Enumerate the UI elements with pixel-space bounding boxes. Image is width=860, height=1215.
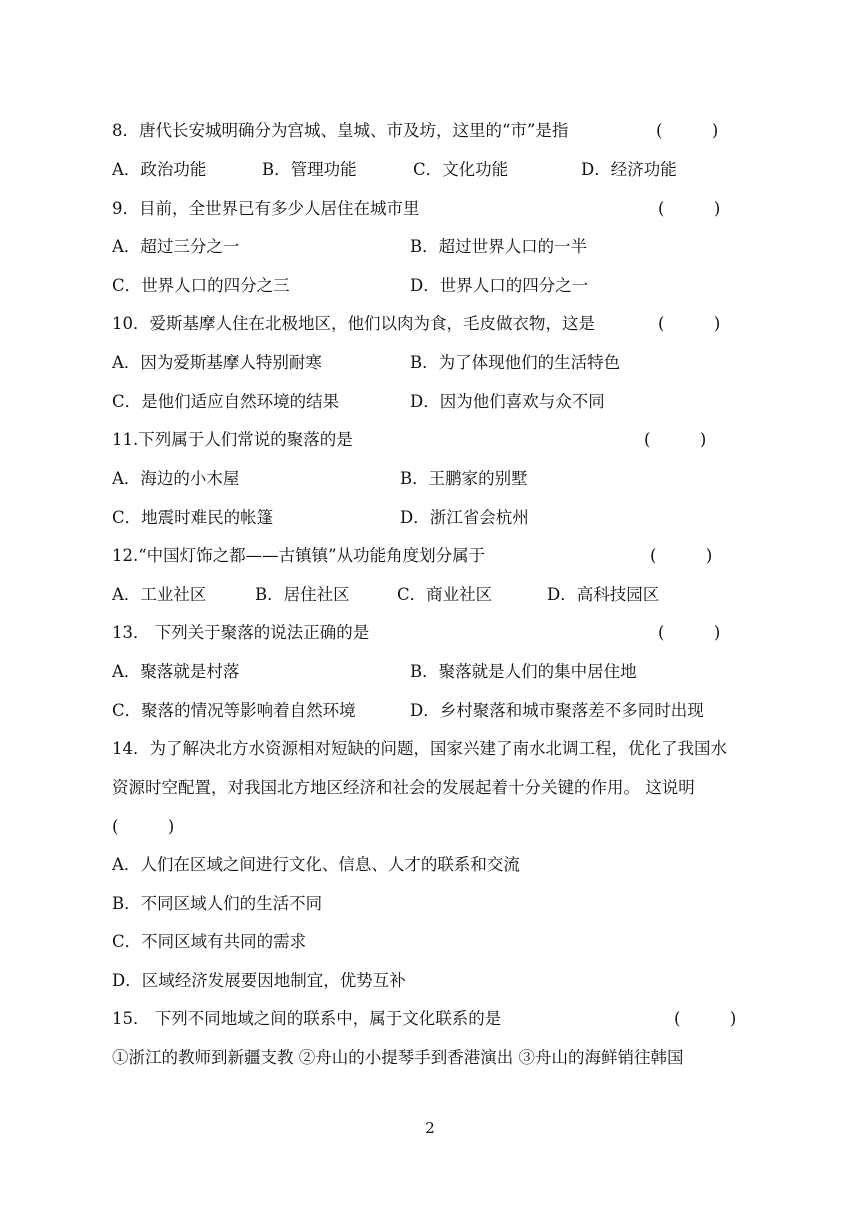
question-15-stem: 15． 下列不同地域之间的联系中，属于文化联系的是 — [112, 1009, 502, 1028]
question-10-answer-paren: ( ) — [658, 314, 721, 333]
question-12-option-d: D．高科技园区 — [547, 585, 660, 604]
question-14-option-c: C．不同区域有共同的需求 — [112, 932, 307, 951]
question-12-option-c: C．商业社区 — [397, 585, 493, 604]
page-number: 2 — [425, 1119, 435, 1137]
question-12-stem: 12.“中国灯饰之都——古镇镇”从功能角度划分属于 — [112, 546, 486, 565]
question-13-answer-paren: ( ) — [658, 623, 721, 642]
question-11-option-d: D．浙江省会杭州 — [400, 508, 529, 527]
question-10-option-c: C．是他们适应自然环境的结果 — [112, 392, 340, 411]
question-12-answer-paren: ( ) — [650, 546, 713, 565]
question-8-option-a: A．政治功能 — [112, 160, 207, 179]
question-9-stem: 9．目前，全世界已有多少人居住在城市里 — [112, 199, 420, 218]
question-11-answer-paren: ( ) — [644, 430, 707, 449]
question-10-option-d: D．因为他们喜欢与众不同 — [410, 392, 605, 411]
question-14-stem-line-2: 资源时空配置，对我国北方地区经济和社会的发展起着十分关键的作用。 这说明 — [112, 778, 695, 797]
question-12-option-a: A．工业社区 — [112, 585, 207, 604]
question-12-option-b: B．居住社区 — [255, 585, 350, 604]
question-9-option-b: B．超过世界人口的一半 — [410, 237, 588, 256]
question-15-items: ①浙江的教师到新疆支教 ②舟山的小提琴手到香港演出 ③舟山的海鲜销往韩国 — [112, 1048, 684, 1067]
question-11-stem: 11.下列属于人们常说的聚落的是 — [112, 430, 353, 449]
question-9-answer-paren: ( ) — [658, 199, 721, 218]
question-15-answer-paren: ( ) — [674, 1009, 737, 1028]
question-13-stem: 13． 下列关于聚落的说法正确的是 — [112, 623, 370, 642]
question-9-option-d: D．世界人口的四分之一 — [410, 276, 589, 295]
question-11-option-b: B．王鹏家的别墅 — [400, 469, 528, 488]
question-14-option-a: A．人们在区域之间进行文化、信息、人才的联系和交流 — [112, 855, 520, 874]
question-8-option-d: D．经济功能 — [581, 160, 677, 179]
question-10-stem: 10．爱斯基摩人住在北极地区，他们以肉为食，毛皮做衣物，这是 — [112, 314, 595, 333]
question-13-option-d: D．乡村聚落和城市聚落差不多同时出现 — [410, 701, 704, 720]
question-10-option-b: B．为了体现他们的生活特色 — [410, 353, 621, 372]
question-14-option-b: B．不同区域人们的生活不同 — [112, 894, 323, 913]
question-8-answer-paren: ( ) — [656, 121, 719, 140]
question-9-option-a: A．超过三分之一 — [112, 237, 240, 256]
question-14-answer-paren: ( ) — [112, 817, 175, 836]
question-11-option-a: A．海边的小木屋 — [112, 469, 240, 488]
question-14-option-d: D．区域经济发展要因地制宜，优势互补 — [112, 971, 406, 990]
question-11-option-c: C．地震时难民的帐篷 — [112, 508, 274, 527]
question-8-option-c: C．文化功能 — [413, 160, 509, 179]
question-14-stem-line-1: 14．为了解决北方水资源相对短缺的问题，国家兴建了南水北调工程，优化了我国水 — [112, 739, 727, 758]
question-9-option-c: C．世界人口的四分之三 — [112, 276, 290, 295]
question-8-option-b: B．管理功能 — [262, 160, 357, 179]
question-13-option-b: B．聚落就是人们的集中居住地 — [410, 662, 637, 681]
question-13-option-c: C．聚落的情况等影响着自然环境 — [112, 701, 356, 720]
question-10-option-a: A．因为爱斯基摩人特别耐寒 — [112, 353, 322, 372]
question-13-option-a: A．聚落就是村落 — [112, 662, 240, 681]
question-8-stem: 8．唐代长安城明确分为宫城、皇城、市及坊，这里的“市”是指 — [112, 121, 569, 140]
